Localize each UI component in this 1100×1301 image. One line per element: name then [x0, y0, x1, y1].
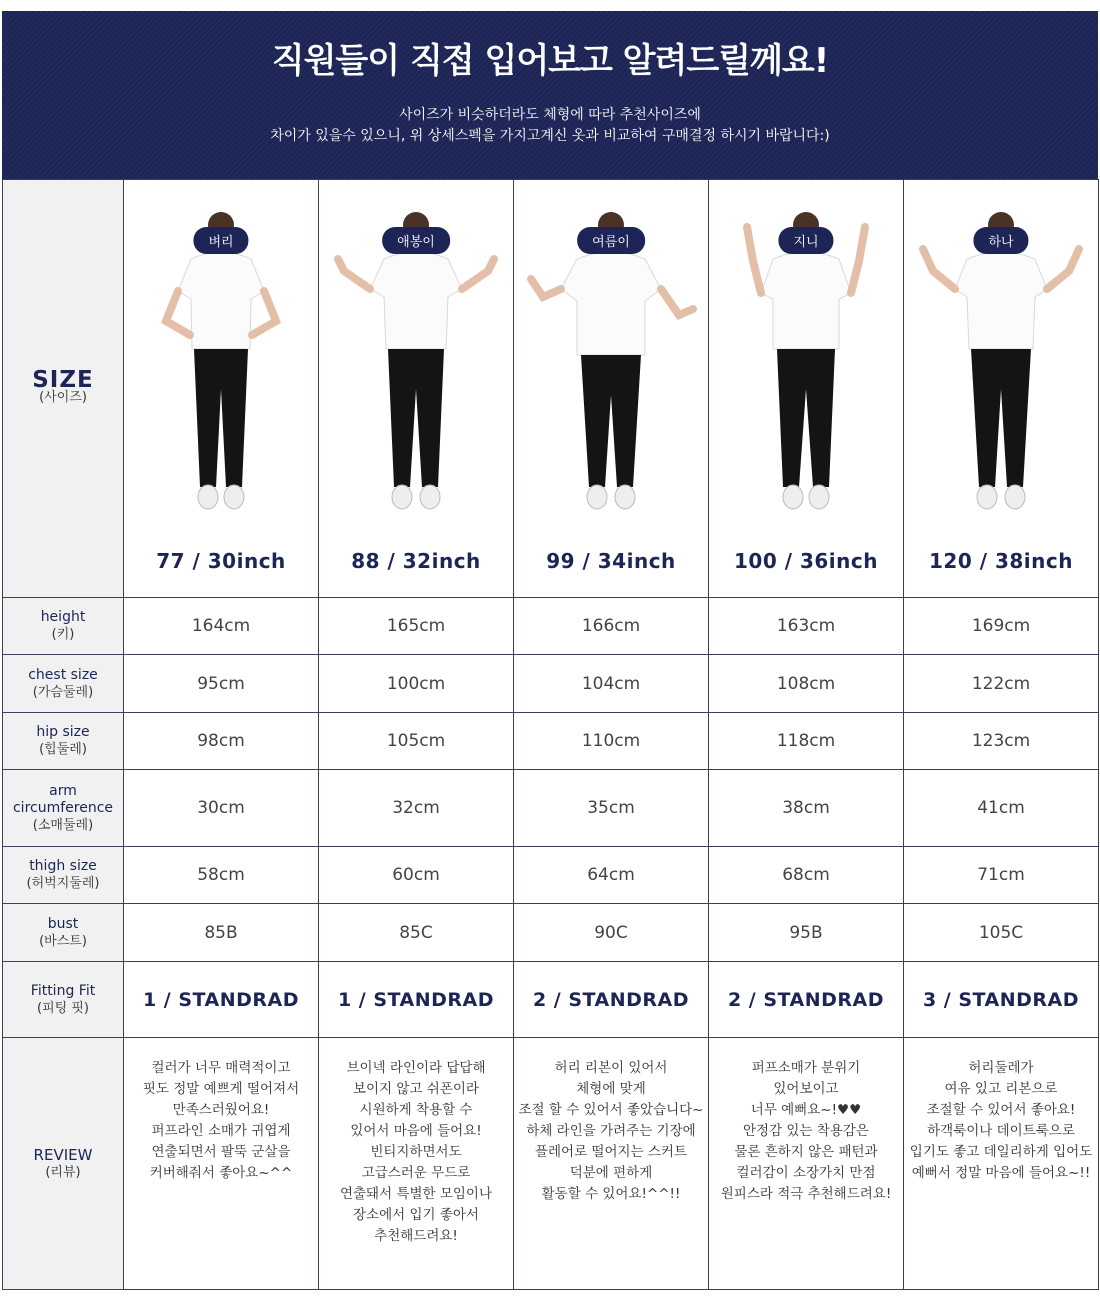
row-label-review — [3, 1038, 124, 1290]
model-photo-4 — [731, 209, 881, 529]
review-line: 하체 라인을 가려주는 기장에 — [526, 1123, 696, 1139]
review-line: 빈티지하면서도 — [370, 1144, 462, 1160]
review-line: 고급스러운 무드로 — [361, 1165, 471, 1181]
review-cell-4 — [709, 1038, 904, 1290]
row-hip — [3, 713, 1099, 770]
cell-fit-4: 2 / STANDRAD — [709, 962, 904, 1038]
cell-hip-2: 105cm — [319, 713, 514, 770]
row-label-kr: (소매둘레) — [32, 817, 94, 833]
size-label-en: SIZE — [32, 366, 94, 393]
review-line: 입기도 좋고 데일리하게 입어도 — [909, 1144, 1093, 1160]
cell-hip-4: 118cm — [709, 713, 904, 770]
cell-height-2: 165cm — [319, 598, 514, 655]
cell-chest-3: 104cm — [514, 655, 709, 713]
review-label-en: REVIEW — [33, 1145, 93, 1164]
model-size: 88 / 32inch — [351, 548, 481, 573]
row-label-en: chest size — [28, 666, 98, 683]
photo-row — [3, 180, 1099, 598]
model-name-badge: 여름이 — [577, 227, 645, 254]
cell-hip-3: 110cm — [514, 713, 709, 770]
row-arm — [3, 770, 1099, 847]
review-cell-5 — [904, 1038, 1099, 1290]
cell-bust-1: 85B — [124, 904, 319, 962]
cell-arm-3: 35cm — [514, 770, 709, 847]
cell-hip-5: 123cm — [904, 713, 1099, 770]
row-label-en: height — [40, 609, 86, 625]
review-line: 연출되면서 팔뚝 군살을 — [151, 1144, 291, 1160]
review-line: 조절 할 수 있어서 좋았습니다~ — [518, 1102, 704, 1118]
row-label-en: hip size — [36, 724, 90, 740]
cell-height-5: 169cm — [904, 598, 1099, 655]
header-subtitle — [2, 105, 1098, 147]
row-label-en: arm circumference — [12, 782, 114, 816]
review-line: 장소에서 입기 좋아서 — [353, 1207, 479, 1223]
cell-thigh-5: 71cm — [904, 847, 1099, 904]
model-cell-4 — [709, 180, 904, 598]
row-chest — [3, 655, 1099, 713]
cell-height-4: 163cm — [709, 598, 904, 655]
review-line: 커버해줘서 좋아요~^^ — [149, 1165, 293, 1181]
cell-fit-5: 3 / STANDRAD — [904, 962, 1099, 1038]
review-line: 예뻐서 정말 마음에 들어요~!! — [911, 1165, 1091, 1181]
review-line: 컬러가 너무 매력적이고 — [151, 1060, 291, 1076]
model-name-badge: 애봉이 — [382, 227, 450, 254]
cell-bust-3: 90C — [514, 904, 709, 962]
cell-arm-1: 30cm — [124, 770, 319, 847]
review-line: 연출돼서 특별한 모임이나 — [339, 1186, 493, 1202]
row-label-height — [3, 598, 124, 655]
row-label-kr: (피팅 핏) — [37, 1000, 89, 1016]
row-label-en: Fitting Fit — [30, 982, 96, 999]
cell-bust-5: 105C — [904, 904, 1099, 962]
review-line: 활동할 수 있어요!^^!! — [541, 1186, 681, 1202]
review-line: 하객룩이나 데이트룩으로 — [927, 1123, 1075, 1139]
review-line: 핏도 정말 예쁘게 떨어져서 — [142, 1081, 300, 1097]
model-size: 120 / 38inch — [929, 548, 1073, 573]
review-cell-3 — [514, 1038, 709, 1290]
model-name-badge: 지니 — [778, 227, 833, 254]
row-label-en: thigh size — [29, 858, 97, 874]
row-label-fit — [3, 962, 124, 1038]
cell-hip-1: 98cm — [124, 713, 319, 770]
row-label-kr: (허벅지둘레) — [26, 876, 100, 891]
review-line: 퍼프소매가 분위기 — [751, 1060, 861, 1076]
subtitle-line-2: 차이가 있을수 있으니, 위 상세스펙을 가지고계신 옷과 비교하여 구매결정 하시기 바랍니다:) — [270, 128, 830, 144]
row-label-bust — [3, 904, 124, 962]
cell-fit-2: 1 / STANDRAD — [319, 962, 514, 1038]
review-line: 있어보이고 — [773, 1081, 839, 1097]
fitting-table — [2, 179, 1099, 1290]
review-cell-1 — [124, 1038, 319, 1290]
review-line: 플레어로 떨어지는 스커트 — [534, 1144, 688, 1160]
review-line: 퍼프라인 소매가 귀엽게 — [151, 1123, 291, 1139]
model-size: 99 / 34inch — [546, 548, 676, 573]
review-line: 허리둘레가 — [968, 1060, 1034, 1076]
cell-fit-1: 1 / STANDRAD — [124, 962, 319, 1038]
model-photo-2 — [326, 209, 506, 529]
model-photo-1 — [146, 209, 296, 529]
cell-arm-4: 38cm — [709, 770, 904, 847]
cell-thigh-1: 58cm — [124, 847, 319, 904]
review-line: 너무 예뻐요~!♥♥ — [750, 1102, 862, 1118]
row-bust — [3, 904, 1099, 962]
review-line: 조절할 수 있어서 좋아요! — [926, 1102, 1076, 1118]
review-line: 체형에 맞게 — [576, 1081, 646, 1097]
model-cell-5 — [904, 180, 1099, 598]
model-name-badge: 벼리 — [193, 227, 248, 254]
review-line: 보이지 않고 쉬폰이라 — [353, 1081, 479, 1097]
review-line: 브이넥 라인이라 답답해 — [346, 1060, 486, 1076]
cell-height-3: 166cm — [514, 598, 709, 655]
model-name-badge: 하나 — [973, 227, 1028, 254]
header-banner — [2, 11, 1098, 179]
row-label-hip — [3, 713, 124, 770]
review-label-kr: (리뷰) — [45, 1164, 81, 1180]
row-fit — [3, 962, 1099, 1038]
cell-height-1: 164cm — [124, 598, 319, 655]
row-review — [3, 1038, 1099, 1290]
cell-fit-3: 2 / STANDRAD — [514, 962, 709, 1038]
cell-bust-4: 95B — [709, 904, 904, 962]
cell-thigh-2: 60cm — [319, 847, 514, 904]
model-photo-5 — [911, 209, 1091, 529]
row-label-kr: (힙둘레) — [39, 742, 87, 757]
subtitle-line-1: 사이즈가 비슷하더라도 체형에 따라 추천사이즈에 — [399, 107, 701, 123]
review-line: 여유 있고 리본으로 — [944, 1081, 1058, 1097]
cell-chest-2: 100cm — [319, 655, 514, 713]
review-line: 시원하게 착용할 수 — [359, 1102, 473, 1118]
size-label-kr: (사이즈) — [39, 389, 87, 405]
row-label-arm — [3, 770, 124, 847]
row-label-chest — [3, 655, 124, 713]
cell-bust-2: 85C — [319, 904, 514, 962]
size-label-cell — [3, 180, 124, 598]
model-cell-3 — [514, 180, 709, 598]
cell-chest-1: 95cm — [124, 655, 319, 713]
row-label-kr: (키) — [51, 627, 75, 642]
model-photo-3 — [521, 209, 701, 529]
review-line: 덕분에 편하게 — [569, 1165, 653, 1181]
row-label-en: bust — [47, 915, 79, 932]
review-line: 안정감 있는 착용감은 — [743, 1123, 869, 1139]
review-line: 물론 흔하지 않은 패턴과 — [734, 1144, 878, 1160]
model-size: 77 / 30inch — [156, 548, 286, 573]
cell-arm-2: 32cm — [319, 770, 514, 847]
model-cell-2 — [319, 180, 514, 598]
review-cell-2 — [319, 1038, 514, 1290]
page-title: 직원들이 직접 입어보고 알려드릴께요! — [271, 41, 829, 81]
model-cell-1 — [124, 180, 319, 598]
row-label-thigh — [3, 847, 124, 904]
review-line: 원피스라 적극 추천해드려요! — [720, 1186, 892, 1202]
review-line: 추천해드려요! — [374, 1228, 458, 1244]
cell-arm-5: 41cm — [904, 770, 1099, 847]
cell-chest-5: 122cm — [904, 655, 1099, 713]
cell-chest-4: 108cm — [709, 655, 904, 713]
row-thigh — [3, 847, 1099, 904]
cell-thigh-4: 68cm — [709, 847, 904, 904]
review-line: 허리 리본이 있어서 — [554, 1060, 668, 1076]
row-height — [3, 598, 1099, 655]
size-review-sheet — [2, 11, 1098, 1290]
row-label-kr: (바스트) — [39, 933, 87, 949]
row-label-kr: (가슴둘레) — [32, 684, 94, 700]
model-size: 100 / 36inch — [734, 548, 878, 573]
review-line: 컬러감이 소장가치 만점 — [736, 1165, 876, 1181]
review-line: 만족스러웠어요! — [172, 1102, 270, 1118]
review-line: 있어서 마음에 들어요! — [350, 1123, 482, 1139]
cell-thigh-3: 64cm — [514, 847, 709, 904]
